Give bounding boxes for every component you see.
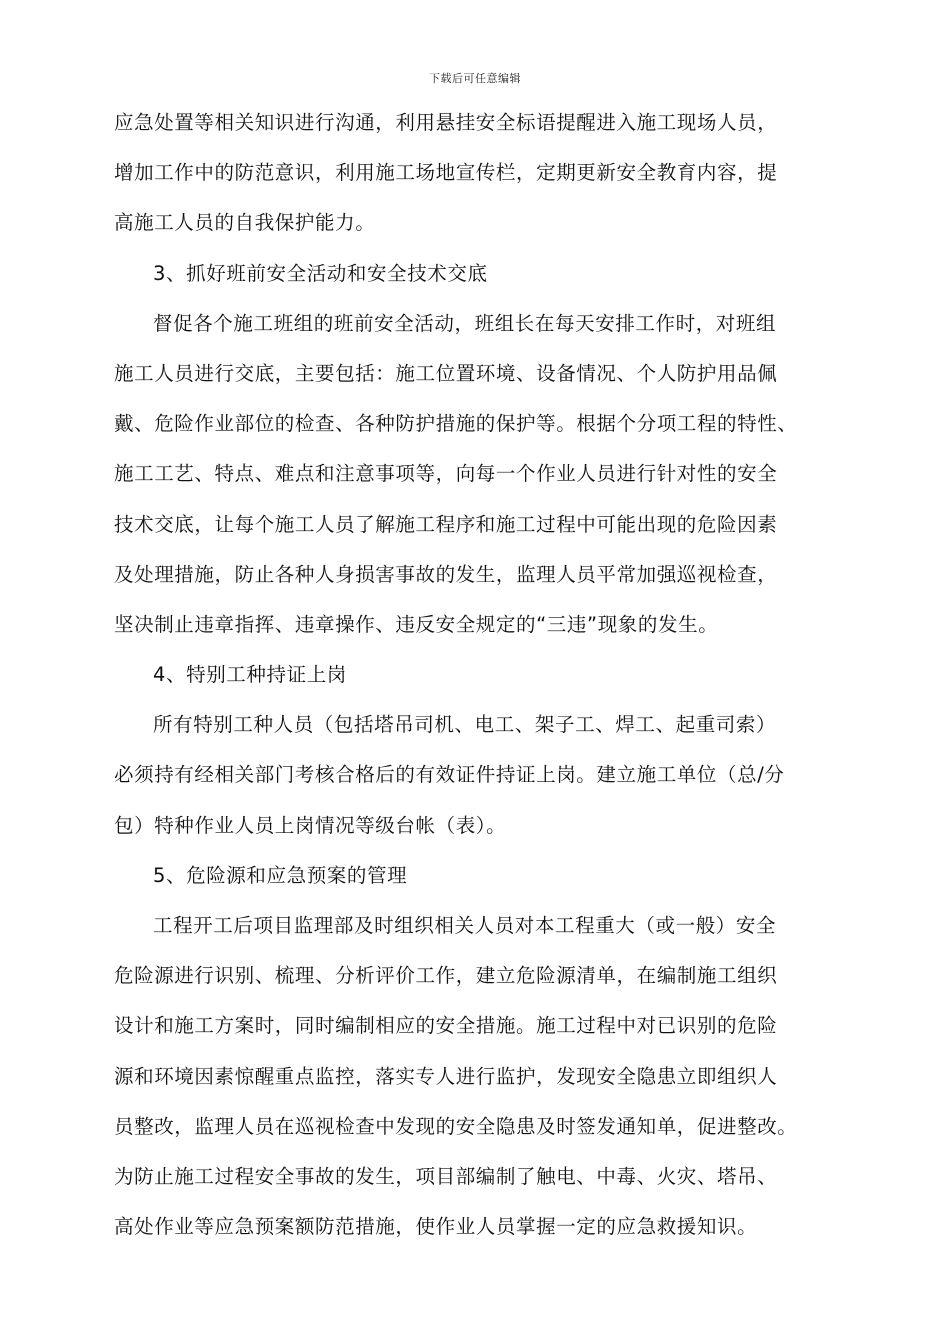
text-line: 必须持有经相关部门考核合格后的有效证件持证上岗。建立施工单位（总/分 — [114, 763, 785, 787]
text-line: 应急处置等相关知识进行沟通，利用悬挂安全标语提醒进入施工现场人员， — [114, 111, 778, 134]
text-line: 员整改，监理人员在巡视检查中发现的安全隐患及时签发通知单，促进整改。 — [114, 1114, 798, 1138]
text-line: 危险源进行识别、梳理、分析评价工作，建立危险源清单，在编制施工组织 — [114, 964, 778, 988]
text-line: 高施工人员的自我保护能力。 — [114, 211, 376, 235]
text-line: 源和环境因素惊醒重点监控，落实专人进行监护，发现安全隐患立即组织人 — [114, 1064, 778, 1088]
page-header: 下载后可任意编辑 — [429, 72, 521, 85]
text-line: 设计和施工方案时，同时编制相应的安全措施。施工过程中对已识别的危险 — [114, 1014, 778, 1038]
text-line: 施工人员进行交底，主要包括：施工位置环境、设备情况、个人防护用品佩 — [114, 361, 778, 385]
text-line: 为防止施工过程安全事故的发生，项目部编制了触电、中毒、火灾、塔吊、 — [114, 1164, 778, 1188]
text-line: 增加工作中的防范意识，利用施工场地宣传栏，定期更新安全教育内容，提 — [114, 161, 778, 185]
text-line: 坚决制止违章指挥、违章操作、违反安全规定的“三违”现象的发生。 — [114, 612, 719, 636]
text-line: 工程开工后项目监理部及时组织相关人员对本工程重大（或一般）安全 — [153, 914, 777, 937]
text-line: 技术交底，让每个施工人员了解施工程序和施工过程中可能出现的危险因素 — [114, 512, 778, 536]
text-line: 戴、危险作业部位的检查、各种防护措施的保护等。根据个分项工程的特性、 — [114, 412, 798, 436]
text-line: 督促各个施工班组的班前安全活动，班组长在每天安排工作时，对班组 — [153, 311, 777, 335]
text-line: 包）特种作业人员上岗情况等级台帐（表）。 — [114, 813, 507, 837]
section-heading: 3、抓好班前安全活动和安全技术交底 — [153, 261, 488, 285]
text-line: 高处作业等应急预案额防范措施，使作业人员掌握一定的应急救援知识。 — [114, 1215, 758, 1239]
section-heading: 5、危险源和应急预案的管理 — [153, 863, 408, 887]
section-heading: 4、特别工种持证上岗 — [153, 663, 347, 687]
document-body — [114, 98, 874, 1252]
text-line: 及处理措施，防止各种人身损害事故的发生，监理人员平常加强巡视检查， — [114, 562, 778, 586]
text-line: 所有特别工种人员（包括塔吊司机、电工、架子工、焊工、起重司索） — [153, 713, 777, 737]
text-line: 施工工艺、特点、难点和注意事项等，向每一个作业人员进行针对性的安全 — [114, 462, 778, 486]
